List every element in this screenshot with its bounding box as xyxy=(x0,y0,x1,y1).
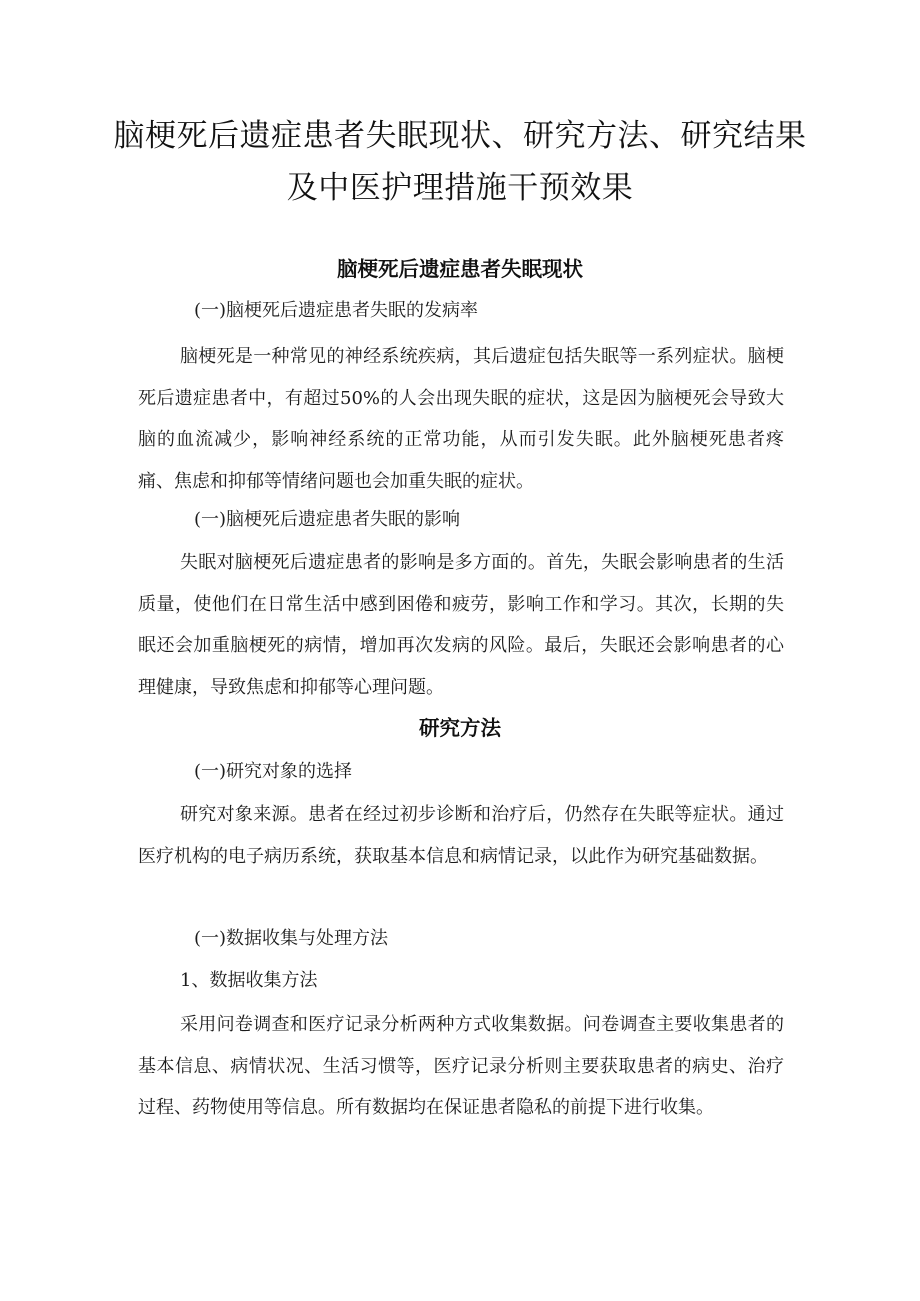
section-title-insomnia-status: 脑梗死后遗症患者失眠现状 xyxy=(337,257,583,281)
paragraph-collection-method: 采用问卷调查和医疗记录分析两种方式收集数据。问卷调查主要收集患者的基本信息、病情状况、生活习惯等，医疗记录分析则主要获取患者的病史、治疗过程、药物使用等信息。所有数据均在保证患者隐私的前提下进行收集。 xyxy=(138,1014,784,1118)
subheading-incidence: (一)脑梗死后遗症患者失眠的发病率 xyxy=(194,300,479,321)
subheading-collection-method: 1、数据收集方法 xyxy=(180,970,318,991)
paragraph-incidence: 脑梗死是一种常见的神经系统疾病，其后遗症包括失眠等一系列症状。脑梗死后遗症患者中，有超过50%的人会出现失眠的症状，这是因为脑梗死会导致大脑的血流减少，影响神经系统的正常功能，从而引发失眠。此外脑梗死患者疼痛、焦虑和抑郁等情绪问题也会加重失眠的症状。 xyxy=(138,346,784,492)
subheading-data-collection: (一)数据收集与处理方法 xyxy=(194,928,389,949)
section-title-methods: 研究方法 xyxy=(419,716,501,740)
paragraph-subject-selection: 研究对象来源。患者在经过初步诊断和治疗后，仍然存在失眠等症状。通过医疗机构的电子病历系统，获取基本信息和病情记录，以此作为研究基础数据。 xyxy=(138,804,784,867)
document-title: 脑梗死后遗症患者失眠现状、研究方法、研究结果及中医护理措施干预效果 xyxy=(113,118,807,206)
subheading-subject-selection: (一)研究对象的选择 xyxy=(194,761,353,782)
paragraph-impact: 失眠对脑梗死后遗症患者的影响是多方面的。首先，失眠会影响患者的生活质量，使他们在日常生活中感到困倦和疲劳，影响工作和学习。其次，长期的失眠还会加重脑梗死的病情，增加再次发病的风险。最后，失眠还会影响患者的心理健康，导致焦虑和抑郁等心理问题。 xyxy=(138,552,784,698)
subheading-impact: (一)脑梗死后遗症患者失眠的影响 xyxy=(194,509,461,530)
